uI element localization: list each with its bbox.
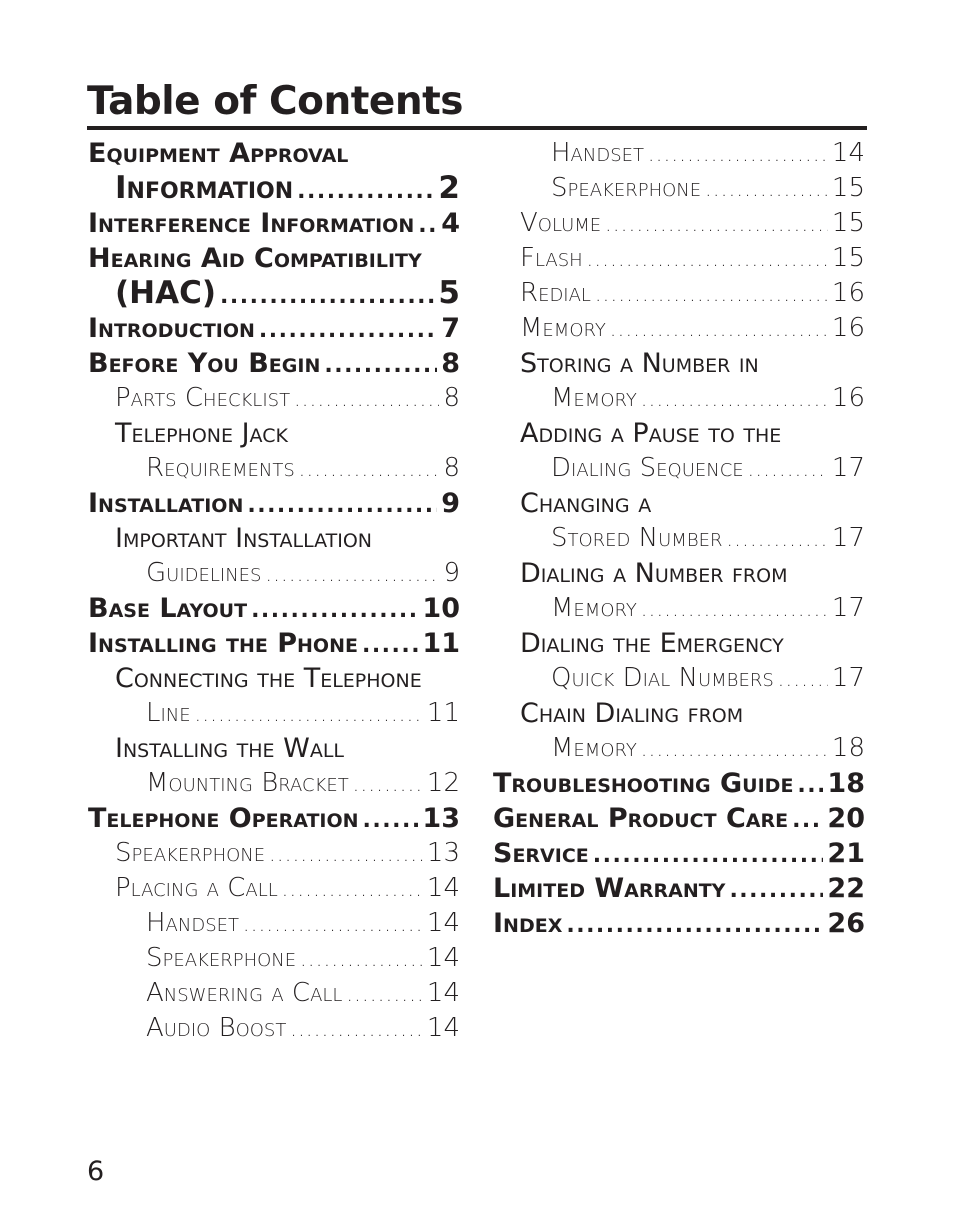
toc-entry-title: Redial [520, 278, 591, 308]
toc-entry-title: Service [493, 838, 589, 869]
toc-entry [520, 626, 865, 661]
toc-entry-page: 11 [422, 628, 460, 659]
toc-entry [146, 696, 460, 731]
toc-entry-page: 15 [831, 173, 865, 203]
dot-leader [324, 348, 437, 383]
toc-entry-page: 4 [441, 208, 460, 239]
dot-leader [418, 208, 437, 243]
dot-leader [729, 873, 823, 908]
toc-entry-title: Base Layout [88, 593, 248, 624]
toc-entry-page: 13 [426, 838, 460, 868]
toc-entry-page: 16 [831, 278, 865, 308]
toc-entry-page: 14 [426, 943, 460, 973]
dot-leader [299, 452, 440, 487]
toc-entry-page: 20 [827, 803, 865, 834]
dot-leader [362, 628, 418, 663]
toc-entry [88, 801, 460, 836]
toc-entry-page: 7 [441, 313, 460, 344]
toc-entry-page: 5 [438, 275, 460, 311]
toc-entry-page: 9 [441, 488, 460, 519]
toc-column-left [88, 136, 460, 1046]
toc-entry [551, 136, 865, 171]
toc-entry [88, 626, 460, 661]
toc-entry [146, 451, 460, 486]
toc-entry [493, 871, 865, 906]
dot-leader [792, 803, 823, 838]
dot-leader [727, 522, 828, 557]
toc-entry [493, 766, 865, 801]
toc-entry [88, 206, 460, 241]
toc-entry-title: Requirements [146, 453, 295, 483]
dot-leader [195, 697, 423, 732]
toc-entry-title: Installing the Wall [115, 733, 345, 764]
dot-leader [300, 942, 423, 977]
toc-entry-title: Handset [551, 138, 644, 168]
toc-entry-page: 9 [443, 558, 460, 588]
dot-leader [587, 242, 828, 277]
dot-leader [251, 593, 418, 628]
dot-leader [593, 838, 824, 873]
toc-entry-page: 22 [827, 873, 865, 904]
toc-entry-title: Equipment Approval [88, 138, 349, 169]
toc-entry [551, 661, 865, 696]
toc-entry-title: Answering a Call [146, 978, 343, 1008]
toc-entry-title: Dialing Sequence [551, 453, 744, 483]
toc-entry [146, 766, 460, 801]
dot-leader [294, 382, 439, 417]
toc-entry [115, 276, 460, 311]
toc-entry [146, 1011, 460, 1046]
toc-entry-title: Guidelines [146, 558, 262, 588]
dot-leader [290, 1012, 423, 1047]
page-number: 6 [87, 1156, 105, 1187]
toc-entry-title: Information [115, 170, 294, 206]
toc-entry-page: 18 [831, 733, 865, 763]
toc-entry [520, 311, 865, 346]
toc-entry [88, 591, 460, 626]
toc-entry-page: 13 [422, 803, 460, 834]
toc-column-right [493, 136, 865, 941]
dot-leader [269, 837, 423, 872]
toc-entry [115, 381, 460, 416]
toc-entry-title: Chain Dialing from [520, 698, 744, 729]
dot-leader [297, 174, 434, 209]
toc-entry [115, 521, 460, 556]
toc-entry-page: 2 [438, 170, 460, 206]
toc-entry-title: Memory [551, 383, 637, 413]
toc-entry-title: Installation [88, 488, 244, 519]
toc-entry-title: Important Installation [115, 523, 372, 554]
toc-entry-title: Before You Begin [88, 348, 321, 379]
dot-leader [346, 977, 422, 1012]
toc-entry-title: Dialing a Number from [520, 558, 788, 589]
toc-entry-title: Connecting the Telephone [115, 663, 422, 694]
dot-leader [220, 279, 434, 314]
toc-entry-title: Flash [520, 243, 583, 273]
toc-entry [520, 696, 865, 731]
toc-entry-title: Memory [551, 593, 637, 623]
toc-entry-title: Telephone Operation [88, 803, 359, 834]
toc-entry-title: Telephone Jack [115, 418, 288, 449]
toc-entry-title: Troubleshooting Guide [493, 768, 794, 799]
toc-entry-title: Memory [551, 733, 637, 763]
toc-entry-page: 17 [831, 523, 865, 553]
toc-entry [551, 521, 865, 556]
dot-leader [648, 137, 828, 172]
toc-entry-title: Speakerphone [551, 173, 702, 203]
dot-leader [605, 207, 828, 242]
toc-entry [551, 591, 865, 626]
toc-entry-title: Speakerphone [146, 943, 297, 973]
dot-leader [566, 908, 823, 943]
toc-entry-page: 8 [443, 453, 460, 483]
dot-leader [265, 557, 439, 592]
toc-entry [88, 241, 460, 276]
toc-entry [88, 346, 460, 381]
toc-entry-title: Audio Boost [146, 1013, 287, 1043]
toc-entry-page: 16 [831, 313, 865, 343]
dot-leader [778, 662, 828, 697]
toc-entry-page: 17 [831, 663, 865, 693]
dot-leader [282, 872, 423, 907]
toc-entry [551, 451, 865, 486]
toc-entry-title: Hearing Aid Compatibility [88, 243, 422, 274]
toc-entry-title: Speakerphone [115, 838, 266, 868]
dot-leader [353, 767, 423, 802]
toc-entry-title: Adding a Pause to the [520, 418, 782, 449]
toc-entry-title: Placing a Call [115, 873, 278, 903]
dot-leader [748, 452, 828, 487]
toc-entry [520, 486, 865, 521]
dot-leader [705, 172, 828, 207]
toc-entry-title: Limited Warranty [493, 873, 726, 904]
toc-entry [520, 416, 865, 451]
toc-entry [493, 801, 865, 836]
toc-entry-title: Line [146, 698, 191, 728]
toc-entry-page: 8 [443, 383, 460, 413]
page-title: Table of Contents [87, 79, 463, 124]
toc-entry-page: 21 [827, 838, 865, 869]
toc-entry-title: Parts Checklist [115, 383, 291, 413]
toc-entry-page: 11 [426, 698, 460, 728]
dot-leader [641, 732, 828, 767]
toc-entry [115, 171, 460, 206]
toc-entry [520, 556, 865, 591]
toc-entry-title: Dialing the Emergency [520, 628, 784, 659]
toc-entry [493, 836, 865, 871]
toc-entry [146, 906, 460, 941]
toc-entry [146, 556, 460, 591]
toc-entry [115, 661, 460, 696]
toc-entry-page: 16 [831, 383, 865, 413]
dot-leader [247, 488, 437, 523]
toc-entry [520, 276, 865, 311]
toc-entry-page: 10 [422, 593, 460, 624]
toc-entry-title: Interference Information [88, 208, 415, 239]
toc-entry [520, 206, 865, 241]
toc-entry-page: 15 [831, 208, 865, 238]
toc-entry-page: 14 [426, 873, 460, 903]
toc-entry-page: 18 [827, 768, 865, 799]
toc-entry-page: 12 [426, 768, 460, 798]
toc-entry [115, 871, 460, 906]
toc-entry [115, 416, 460, 451]
toc-entry [88, 136, 460, 171]
toc-entry-title: Quick Dial Numbers [551, 663, 774, 693]
toc-entry-page: 14 [426, 1013, 460, 1043]
toc-entry-title: (HAC) [115, 275, 217, 311]
toc-entry [551, 171, 865, 206]
toc-entry-page: 17 [831, 593, 865, 623]
dot-leader [363, 803, 419, 838]
toc-entry [551, 381, 865, 416]
toc-entry-title: Mounting Bracket [146, 768, 349, 798]
toc-entry [520, 346, 865, 381]
toc-entry [493, 906, 865, 941]
toc-entry [115, 836, 460, 871]
toc-entry-title: Installing the Phone [88, 628, 358, 659]
toc-entry-title: Handset [146, 908, 239, 938]
toc-entry-page: 14 [426, 908, 460, 938]
toc-entry-title: Memory [520, 313, 606, 343]
toc-entry-title: Introduction [88, 313, 255, 344]
toc-entry-page: 15 [831, 243, 865, 273]
dot-leader [641, 592, 828, 627]
toc-entry-page: 14 [831, 138, 865, 168]
toc-entry-page: 8 [441, 348, 460, 379]
dot-leader [595, 277, 828, 312]
dot-leader [797, 768, 823, 803]
toc-entry-page: 14 [426, 978, 460, 1008]
toc-entry [88, 486, 460, 521]
dot-leader [641, 382, 828, 417]
toc-entry [520, 241, 865, 276]
dot-leader [610, 312, 828, 347]
toc-entry-title: Volume [520, 208, 602, 238]
toc-entry-page: 26 [827, 908, 865, 939]
toc-entry-title: General Product Care [493, 803, 789, 834]
dot-leader [243, 907, 423, 942]
toc-entry-title: Changing a [520, 488, 652, 519]
toc-entry [115, 731, 460, 766]
toc-entry [146, 976, 460, 1011]
toc-entry [88, 311, 460, 346]
dot-leader [259, 313, 437, 348]
toc-entry-title: Stored Number [551, 523, 723, 553]
toc-entry-title: Storing a Number in [520, 348, 759, 379]
toc-entry [551, 731, 865, 766]
toc-entry-page: 17 [831, 453, 865, 483]
title-rule [87, 126, 867, 130]
toc-entry-title: Index [493, 908, 563, 939]
toc-entry [146, 941, 460, 976]
